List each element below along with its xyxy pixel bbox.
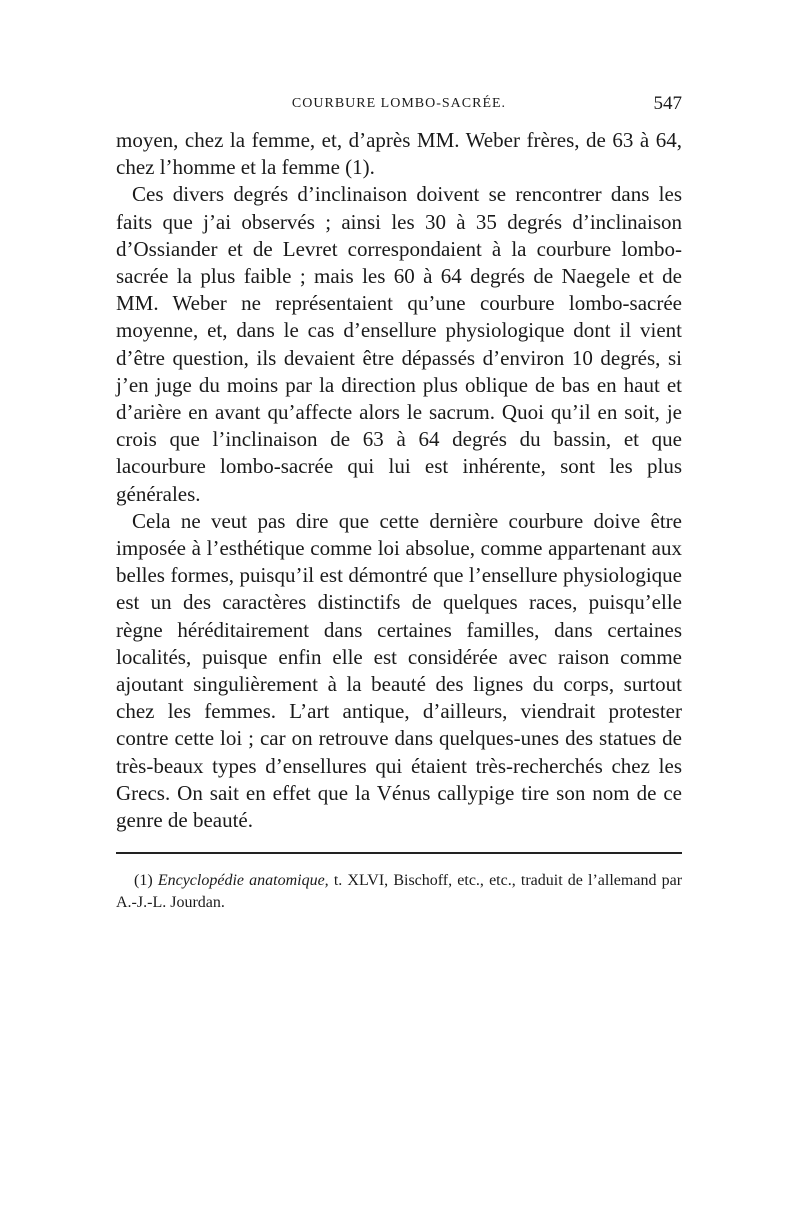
running-title: COURBURE LOMBO-SACRÉE. <box>291 96 507 111</box>
paragraph-3: Cela ne veut pas dire que cette dernière courbure doive être imposée à l’esthétique comme loi absolue, comme appartenant aux belles formes, puisqu’il est démontré que l’ensellure physiologique est un des caractères distinctifs de quelques races, puisqu’elle règne héréditairement dans certaines familles, dans certaines localités, puisque enfin elle est considérée avec raison comme ajoutant singulièrement à la beauté des lignes du corps, surtout chez les femmes. L’art antique, d’ailleurs, viendrait protester contre cette loi ; car on retrouve dans quelques-unes des statues de très-beaux types d’ensellures qui étaient très-recherchés chez les Grecs. On sait en effet que la Vénus callypige tire son nom de ce genre de beauté. <box>116 508 682 833</box>
page-number: 547 <box>653 93 682 114</box>
footnote-text: t. XLVI, Bischoff, etc., etc., traduit de l’allemand par A.-J.-L. Jourdan. <box>116 872 683 911</box>
body-text <box>116 127 682 834</box>
footnote-title: Encyclopédie anatomique, <box>157 872 329 889</box>
footnote-marker: (1) <box>134 872 153 889</box>
paragraph-2: Ces divers degrés d’inclinaison doivent se rencontrer dans les faits que j’ai observés ; ainsi les 30 à 35 degrés d’inclinaison d’Ossiander et de Levret correspondaient à la courbure lombo-sacrée la plus faible ; mais les 60 à 64 degrés de Naegele et de MM. Weber ne représentaient qu’une courbure lombo-sacrée moyenne, et, dans le cas d’ensellure physiologique dont il vient d’être question, ils devaient être dépassés d’environ 10 degrés, si j’en juge du moins par la direction plus oblique de bas en haut et d’arière en avant qu’affecte alors le sacrum. Quoi qu’il en soit, je crois que l’inclinaison de 63 à 64 degrés du bassin, et que lacourbure lombo-sacrée qui lui est inhérente, sont les plus générales. <box>116 182 682 506</box>
paragraph-1: moyen, chez la femme, et, d’après MM. Weber frères, de 63 à 64, chez l’homme et la femme (1). <box>116 128 682 180</box>
footnote <box>116 870 682 914</box>
footnote-rule <box>116 852 682 854</box>
running-head <box>116 93 682 117</box>
